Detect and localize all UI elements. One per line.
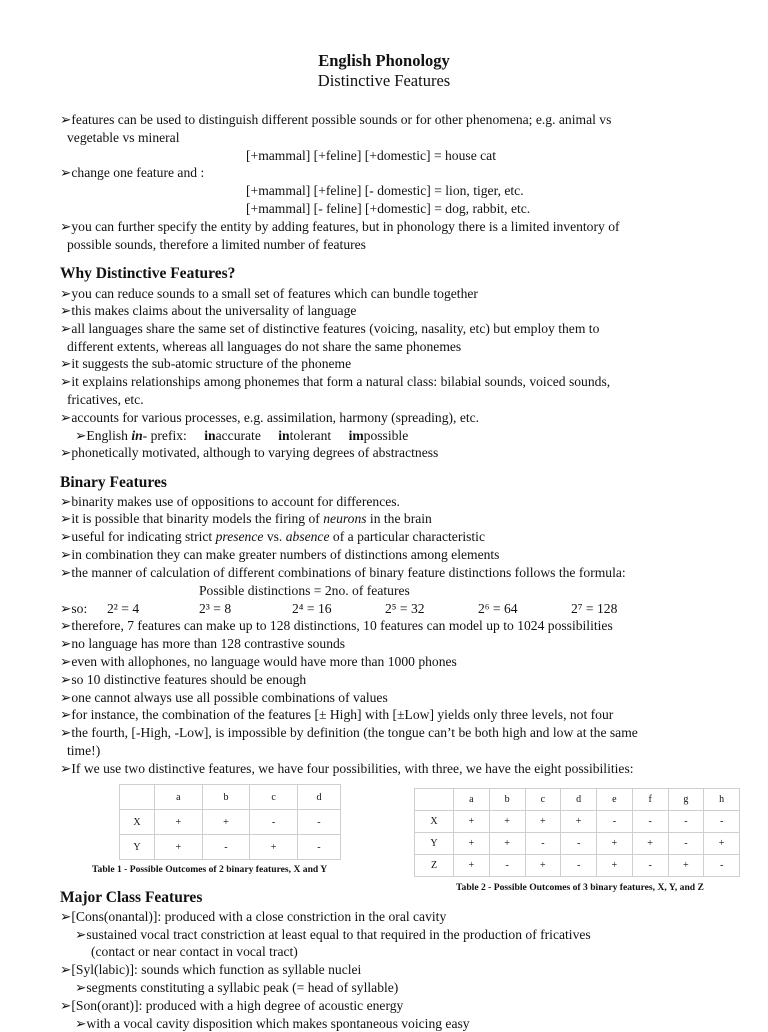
- table-cell: -: [202, 835, 250, 860]
- table-header-cell: a: [155, 785, 203, 810]
- table-header-cell: d: [297, 785, 340, 810]
- table-cell: -: [561, 855, 597, 877]
- table-header-cell: g: [668, 789, 704, 811]
- table-cell: +: [597, 833, 633, 855]
- major-line: ➢[Son(orant)]: produced with a high degree of acoustic energy: [60, 998, 404, 1013]
- table-header-cell: a: [454, 789, 490, 811]
- english-prefix-example: [75, 427, 408, 444]
- section-heading-major: Major Class Features: [60, 889, 203, 906]
- intro-line: vegetable vs mineral: [67, 130, 180, 145]
- section-heading-binary: Binary Features: [60, 474, 167, 491]
- major-line: ➢[Cons(onantal)]: produced with a close constriction in the oral cavity: [60, 909, 447, 924]
- major-line: (contact or near contact in vocal tract): [91, 944, 298, 959]
- binary-line: ➢the fourth, [-High, -Low], is impossible by definition (the tongue can’t be both high and low at the same: [60, 725, 638, 740]
- major-line: ➢with a vocal cavity disposition which makes spontaneous voicing easy: [75, 1016, 470, 1031]
- table-row: [120, 810, 341, 835]
- table-cell: +: [454, 811, 490, 833]
- table-cell: -: [632, 811, 668, 833]
- text-italic: absence: [285, 529, 330, 544]
- table-cell: +: [454, 855, 490, 877]
- binary-formula: Possible distinctions = 2no. of features: [199, 583, 410, 598]
- prefix-bold: in: [278, 428, 290, 443]
- power-value: 2⁵ = 32: [385, 601, 425, 616]
- table-cell: +: [155, 810, 203, 835]
- binary-line: ➢in combination they can make greater numbers of distinctions among elements: [60, 547, 500, 562]
- table-cell: +: [454, 833, 490, 855]
- why-line: ➢phonetically motivated, although to varying degrees of abstractness: [60, 445, 439, 460]
- table-cell: +: [525, 855, 561, 877]
- binary-line: ➢so 10 distinctive features should be enough: [60, 672, 307, 687]
- table-header-cell: b: [202, 785, 250, 810]
- example-label: ➢English: [75, 428, 132, 443]
- intro-formula: [+mammal] [- feline] [+domestic] = dog, rabbit, etc.: [246, 201, 531, 216]
- major-line: ➢sustained vocal tract constriction at least equal to that required in the production of fricatives: [75, 927, 591, 942]
- table-cell: +: [489, 811, 525, 833]
- text-italic: neurons: [323, 511, 367, 526]
- table-cell: -: [597, 811, 633, 833]
- table-cell: -: [250, 810, 298, 835]
- table-header-cell: f: [632, 789, 668, 811]
- table-header-cell: c: [250, 785, 298, 810]
- table-cell: -: [297, 835, 340, 860]
- power-value: 2² = 4: [107, 601, 140, 616]
- prefix-in: in: [131, 428, 143, 443]
- table-cell: +: [155, 835, 203, 860]
- binary-line: ➢If we use two distinctive features, we have four possibilities, with three, we have the eight possibilities:: [60, 761, 634, 776]
- table-header-cell: c: [525, 789, 561, 811]
- intro-line: ➢you can further specify the entity by adding features, but in phonology there is a limited inventory of: [60, 219, 620, 234]
- intro-line: possible sounds, therefore a limited number of features: [67, 237, 366, 252]
- major-line: ➢segments constituting a syllabic peak (= head of syllable): [75, 980, 399, 995]
- text-run: vs.: [263, 529, 286, 544]
- table-cell: -: [668, 811, 704, 833]
- table-header-cell: e: [597, 789, 633, 811]
- power-value: 2³ = 8: [199, 601, 232, 616]
- document-title: English Phonology: [318, 51, 450, 70]
- prefix-bold: im: [348, 428, 364, 443]
- table-cell: +: [202, 810, 250, 835]
- powers-row: [60, 600, 87, 617]
- table-header-cell: h: [704, 789, 740, 811]
- table-cell: +: [525, 811, 561, 833]
- binary-line: ➢binarity makes use of oppositions to account for differences.: [60, 494, 400, 509]
- table-2: [414, 788, 740, 877]
- table-cell: X: [120, 810, 155, 835]
- binary-line: ➢even with allophones, no language would have more than 1000 phones: [60, 654, 457, 669]
- table-cell: Y: [120, 835, 155, 860]
- table-cell: X: [415, 811, 454, 833]
- intro-formula: [+mammal] [+feline] [+domestic] = house cat: [246, 148, 496, 163]
- major-line: ➢[Syl(labic)]: sounds which function as syllable nuclei: [60, 962, 362, 977]
- why-line: ➢all languages share the same set of distinctive features (voicing, nasality, etc) but employ them to: [60, 321, 600, 336]
- table-cell: -: [525, 833, 561, 855]
- table-cell: +: [250, 835, 298, 860]
- power-value: 2⁴ = 16: [292, 601, 332, 616]
- table-header-cell: [120, 785, 155, 810]
- prefix-bold: in: [204, 428, 216, 443]
- section-heading-why: Why Distinctive Features?: [60, 265, 236, 282]
- power-value: 2⁶ = 64: [478, 601, 518, 616]
- why-line: ➢it suggests the sub-atomic structure of the phoneme: [60, 356, 352, 371]
- binary-line: ➢no language has more than 128 contrastive sounds: [60, 636, 346, 651]
- table-cell: +: [668, 855, 704, 877]
- binary-line: [60, 528, 485, 545]
- example-word: possible: [363, 428, 409, 443]
- example-word: tolerant: [289, 428, 332, 443]
- table-cell: -: [632, 855, 668, 877]
- example-label: - prefix:: [142, 428, 187, 443]
- table-1: [119, 784, 341, 860]
- table-row: [415, 833, 740, 855]
- table-cell: Z: [415, 855, 454, 877]
- table-header-cell: d: [561, 789, 597, 811]
- table-row: [120, 835, 341, 860]
- table-2-caption: Table 2 - Possible Outcomes of 3 binary features, X, Y, and Z: [456, 882, 704, 893]
- table-cell: +: [704, 833, 740, 855]
- why-line: ➢it explains relationships among phonemes that form a natural class: bilabial sounds, voiced sounds,: [60, 374, 611, 389]
- why-line: ➢you can reduce sounds to a small set of features which can bundle together: [60, 286, 478, 301]
- text-run: of a particular characteristic: [329, 529, 485, 544]
- text-run: in the brain: [366, 511, 432, 526]
- table-cell: +: [489, 833, 525, 855]
- so-label: ➢so:: [60, 601, 88, 616]
- why-line: fricatives, etc.: [67, 392, 144, 407]
- table-cell: +: [561, 811, 597, 833]
- table-cell: -: [561, 833, 597, 855]
- table-row: [415, 855, 740, 877]
- binary-line: [60, 510, 432, 527]
- binary-line: ➢the manner of calculation of different combinations of binary feature distinctions follows the formula:: [60, 565, 626, 580]
- binary-line: time!): [67, 743, 101, 758]
- power-value: 2⁷ = 128: [571, 601, 618, 616]
- table-cell: +: [597, 855, 633, 877]
- table-cell: -: [489, 855, 525, 877]
- table-cell: -: [704, 855, 740, 877]
- why-line: ➢accounts for various processes, e.g. assimilation, harmony (spreading), etc.: [60, 410, 480, 425]
- intro-line: ➢features can be used to distinguish different possible sounds or for other phenomena; e.g. animal vs: [60, 112, 612, 127]
- table-cell: Y: [415, 833, 454, 855]
- text-run: ➢it is possible that binarity models the firing of: [60, 511, 324, 526]
- intro-formula: [+mammal] [+feline] [- domestic] = lion, tiger, etc.: [246, 183, 524, 198]
- example-word: accurate: [215, 428, 261, 443]
- table-header-cell: b: [489, 789, 525, 811]
- table-cell: -: [297, 810, 340, 835]
- binary-line: ➢therefore, 7 features can make up to 128 distinctions, 10 features can model up to 1024 possibilities: [60, 618, 613, 633]
- table-cell: -: [704, 811, 740, 833]
- binary-line: ➢for instance, the combination of the features [± High] with [±Low] yields only three levels, not four: [60, 707, 614, 722]
- text-run: ➢useful for indicating strict: [60, 529, 216, 544]
- binary-line: ➢one cannot always use all possible combinations of values: [60, 690, 388, 705]
- document-subtitle: Distinctive Features: [317, 71, 451, 90]
- why-line: different extents, whereas all languages do not share the same phonemes: [67, 339, 462, 354]
- text-italic: presence: [215, 529, 264, 544]
- intro-line: ➢change one feature and :: [60, 165, 205, 180]
- why-line: ➢this makes claims about the universality of language: [60, 303, 357, 318]
- table-1-caption: Table 1 - Possible Outcomes of 2 binary features, X and Y: [92, 864, 328, 875]
- table-cell: -: [668, 833, 704, 855]
- table-cell: +: [632, 833, 668, 855]
- table-row: [415, 811, 740, 833]
- table-header-cell: [415, 789, 454, 811]
